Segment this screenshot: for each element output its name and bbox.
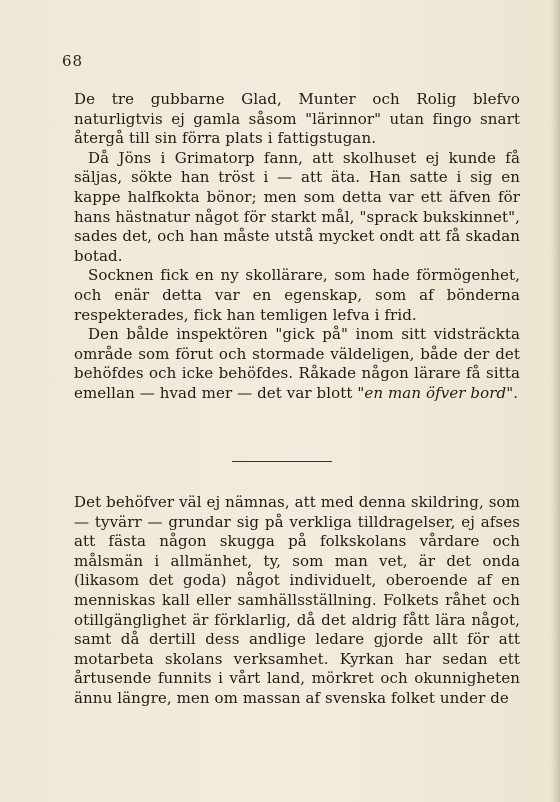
section-divider bbox=[232, 461, 332, 462]
paragraph-4-text: Den bålde inspektören "gick på" inom sitt vidsträckta område som förut och stormade väldeligen, både der det behöfdes och icke behöfdes. Råkade någon lärare få sitta emellan — hvad mer — det var blott bbox=[74, 325, 520, 402]
paragraph-4-end: . bbox=[513, 383, 519, 402]
text-section-2 bbox=[74, 493, 520, 709]
text-section-1 bbox=[74, 90, 520, 404]
paragraph-4-italic-quote: "en man öfver bord" bbox=[357, 383, 514, 402]
paragraph-5: Det behöfver väl ej nämnas, att med denna skildring, som — tyvärr — grundar sig på verkliga tilldragelser, ej afses att fästa någon skugga på folkskolans vårdare och målsmän i allmänhet, ty, som man vet, är det onda (likasom det goda) något individuelt, oberoende af en menniskas kall eller samhällsställning. Folkets råhet och otillgänglighet är förklarlig, då det aldrig fått lära något, samt då dertill dess andlige ledare gjorde allt för att motarbeta skolans verksamhet. Kyrkan har sedan ett årtusende funnits i vårt land, mörkret och okunnigheten ännu längre, men om massan af svenska folket under de bbox=[74, 493, 520, 707]
paragraph-4 bbox=[74, 325, 520, 403]
page-edge-shadow bbox=[550, 0, 560, 802]
paragraph-1: De tre gubbarne Glad, Munter och Rolig blefvo naturligtvis ej gamla såsom "lärinnor" utan fingo snart återgå till sin förra plats i fattigstugan. bbox=[74, 90, 520, 148]
page-number: 68 bbox=[62, 52, 84, 70]
paragraph-3: Socknen fick en ny skollärare, som hade förmögenhet, och enär detta var en egenskap, som af bönderna respekterades, fick han temligen lefva i frid. bbox=[74, 266, 520, 324]
paragraph-2: Då Jöns i Grimatorp fann, att skolhuset ej kunde få säljas, sökte han tröst i — att äta. Han satte i sig en kappe halfkokta bönor; men som detta var ett äfven för hans hästnatur något för starkt mål, "sprack bukskinnet", sades det, och han måste utstå mycket ondt att få skadan botad. bbox=[74, 148, 520, 265]
